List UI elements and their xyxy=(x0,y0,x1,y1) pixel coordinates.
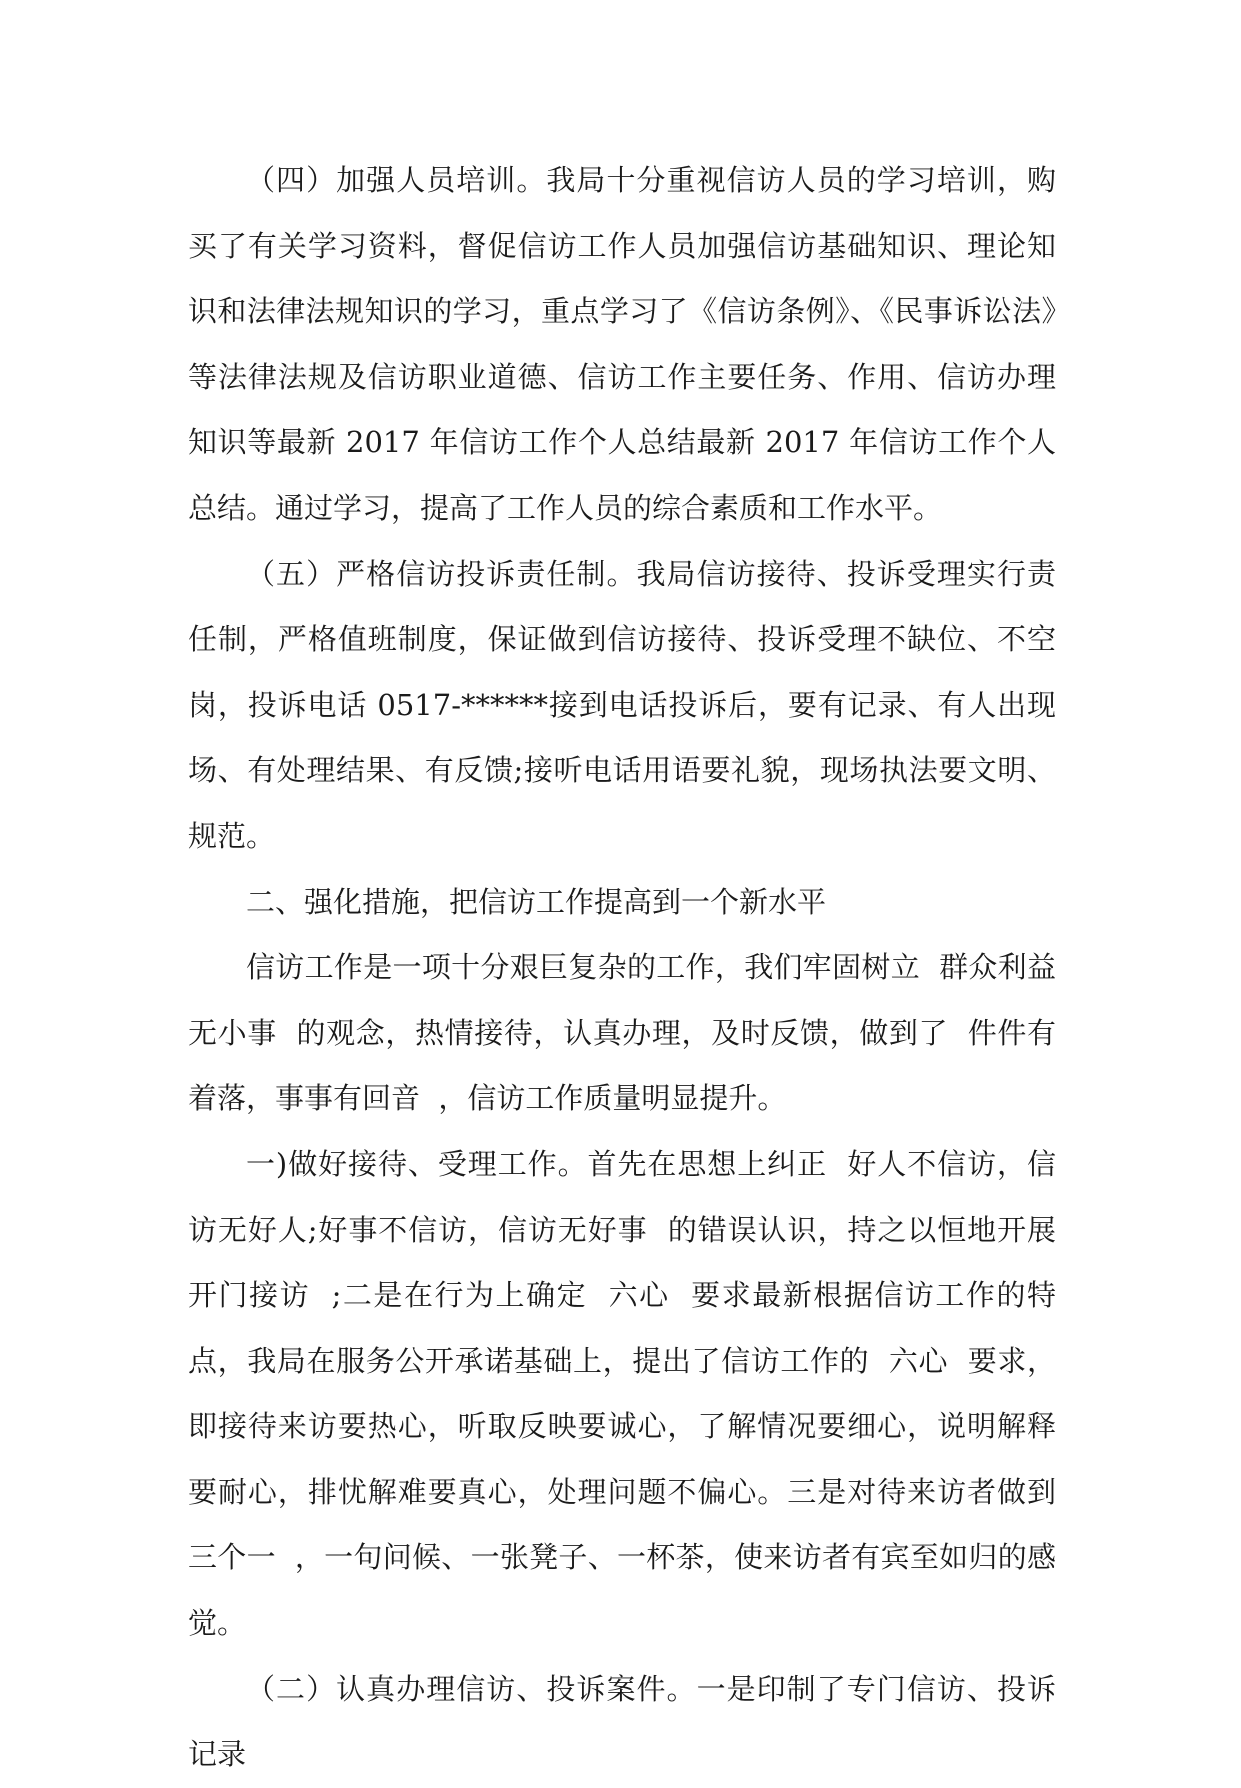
paragraph-reception-work: 一)做好接待、受理工作。首先在思想上纠正 好人不信访，信访无好人;好事不信访，信访无好事 的错误认识，持之以恒地开展 开门接访 ;二是在行为上确定 六心 要求最新根据信访工作的特点，我局在服务公开承诺基础上，提出了信访工作的 六心 要求，即接待来访要热心，听取反映要诚心，了解情况要细心，说明解释要耐心，排忧解难要真心，处理问题不偏心。三是对待来访者做到 三个一 ，一句问候、一张凳子、一杯茶，使来访者有宾至如归的感觉。 xyxy=(188,1146,1075,1641)
paragraph-complaint-responsibility: （五）严格信访投诉责任制。我局信访接待、投诉受理实行责任制，严格值班制度，保证做到信访接待、投诉受理不缺位、不空岗，投诉电话 0517-******接到电话投诉后，要有记录、有人出现场、有处理结果、有反馈;接听电话用语要礼貌，现场执法要文明、规范。 xyxy=(188,556,1056,853)
paragraph-personnel-training: （四）加强人员培训。我局十分重视信访人员的学习培训，购买了有关学习资料，督促信访工作人员加强信访基础知识、理论知识和法律法规知识的学习，重点学习了《信访条例》、《民事诉讼法》等法律法规及信访职业道德、信访工作主要任务、作用、信访办理知识等最新 2017 年信访工作个人总结最新 2017 年信访工作个人总结。通过学习，提高了工作人员的综合素质和工作水平。 xyxy=(188,163,1056,525)
paragraph-petition-work-intro: 信访工作是一项十分艰巨复杂的工作，我们牢固树立 群众利益无小事 的观念，热情接待，认真办理，及时反馈，做到了 件件有着落，事事有回音 ，信访工作质量明显提升。 xyxy=(188,950,1056,1116)
section-heading-strengthen-measures: 二、强化措施，把信访工作提高到一个新水平 xyxy=(246,884,827,919)
paragraph-case-handling: （二）认真办理信访、投诉案件。一是印制了专门信访、投诉记录 xyxy=(188,1671,1056,1772)
document-body xyxy=(188,148,1075,1788)
